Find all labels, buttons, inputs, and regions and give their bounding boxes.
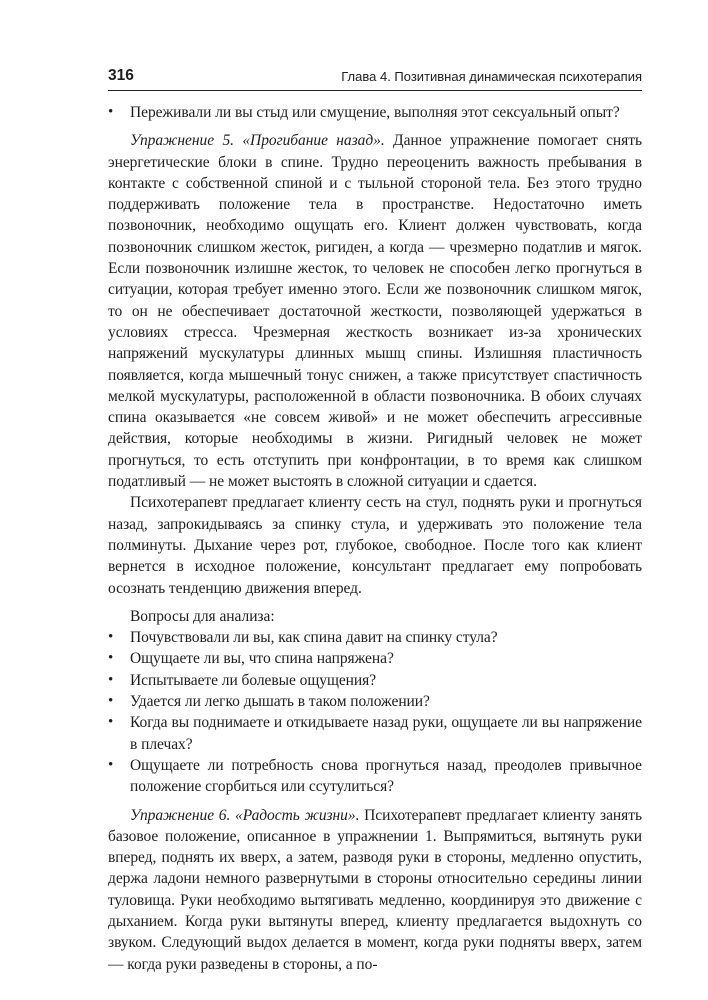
running-head: Глава 4. Позитивная динамическая психотерапия (341, 69, 642, 84)
list-item (108, 712, 642, 755)
page-number: 316 (108, 67, 134, 84)
bullet-icon: • (108, 671, 114, 688)
question-text: Ощущаете ли вы, что спина напряжена? (130, 650, 394, 668)
exercise-5-paragraph (108, 130, 642, 492)
bullet-icon: • (108, 756, 114, 773)
questions-intro: Вопросы для анализа: (130, 607, 275, 625)
list-item-text: Переживали ли вы стыд или смущение, выполняя этот сексуальный опыт? (130, 104, 620, 121)
exercise-5-title: Упражнение 5. «Прогибание назад». (130, 132, 385, 150)
list-item (108, 691, 642, 712)
list-item (108, 755, 642, 798)
bullet-icon: • (108, 104, 114, 120)
bullet-icon: • (108, 693, 114, 710)
top-bullet-list (108, 102, 642, 123)
list-item (108, 648, 642, 669)
bullet-icon: • (108, 714, 114, 731)
exercise-6-text: Психотерапевт предлагает клиенту занять базовое положение, описанное в упражнении 1. Выпрямиться, вытянуть руки вперед, поднять их вверх, а затем, разводя руки в стороны, медленно опустить, держа ладони немного развернутыми в стороны относительно середины линии туловища. Руки необходимо вытягивать медленно, координируя это движение с дыханием. Когда руки вытянуты вперед, клиенту предлагается выдохнуть со звуком. Следующий выдох делается в момент, когда руки подняты вверх, затем — когда руки разведены в стороны, а по- (108, 806, 642, 973)
questions-list (108, 627, 642, 797)
page-header (108, 66, 642, 88)
header-rule (108, 90, 642, 91)
list-item (108, 102, 642, 123)
bullet-icon: • (108, 650, 114, 667)
page-body (108, 102, 642, 975)
question-text: Испытываете ли болевые ощущения? (130, 671, 377, 689)
exercise-5-instructions: Психотерапевт предлагает клиенту сесть на стул, поднять руки и прогнуться назад, запрокидываясь за спинку стула, и удерживать это положение тела полминуты. Дыхание через рот, глубокое, свободное. После того как клиент вернется в исходное положение, консультант предлагает ему попробовать осознать тенденцию движения вперед. (108, 494, 642, 597)
question-text: Почувствовали ли вы, как спина давит на спинку стула? (130, 629, 498, 647)
bullet-icon: • (108, 629, 114, 646)
exercise-6-title: Упражнение 6. «Радость жизни». (130, 806, 360, 824)
question-text: Когда вы поднимаете и откидываете назад руки, ощущаете ли вы напряжение в плечах? (130, 714, 642, 753)
question-text: Ощущаете ли потребность снова прогнуться назад, преодолев привычное положение сгорбиться или ссутулиться? (130, 756, 642, 796)
list-item (108, 670, 642, 691)
list-item (108, 627, 642, 648)
exercise-5-text: Данное упражнение помогает снять энергетические блоки в спине. Трудно переоценить важность пребывания в контакте с собственной спиной и с тыльной стороной тела. Без этого трудно поддерживать положение тела в пространстве. Недостаточно иметь позвоночник, необходимо ощущать его. Клиент должен чувствовать, когда позвоночник слишком жесток, ригиден, а когда — чрезмерно податлив и мягок. Если позвоночник излишне жесток, то человек не способен легко прогнуться в ситуации, которая требует именно этого. Если же позвоночник слишком мягок, то он не обеспечивает достаточной жесткости, позволяющей удержаться в условиях стресса. Чрезмерная жесткость возникает из-за хронических напряжений мускулатуры длинных мышц спины. Излишняя пластичность появляется, когда мышечный тонус снижен, а также присутствует спастичность мелкой мускулатуры, расположенной в области позвоночника. В обоих случаях спина оказывается «не совсем живой» и не может обеспечить агрессивные действия, которые необходимы в жизни. Ригидный человек не может прогнуться, то есть отступить при конфронтации, в то время как слишком податливый — не может выстоять в сложной ситуации и сдается. (108, 132, 642, 491)
exercise-6-paragraph (108, 805, 642, 975)
question-text: Удается ли легко дышать в таком положении? (130, 693, 430, 711)
